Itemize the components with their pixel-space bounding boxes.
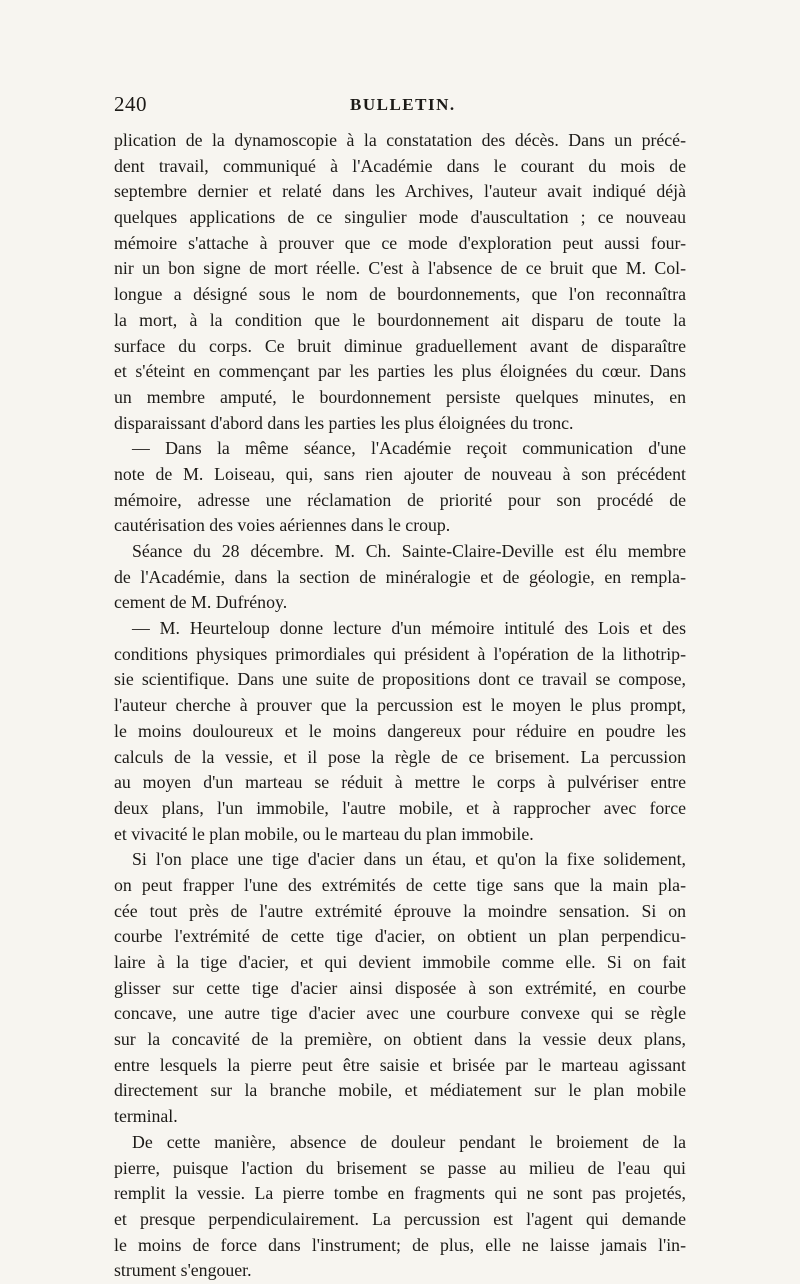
text-line: nir un bon signe de mort réelle. C'est à l'absence de ce bruit que M. Col- — [114, 258, 686, 279]
page-header — [114, 92, 686, 122]
text-line: directement sur la branche mobile, et médiatement sur le plan mobile — [114, 1080, 686, 1101]
text-line: — M. Heurteloup donne lecture d'un mémoire intitulé des Lois et des — [132, 618, 686, 639]
text-line: — Dans la même séance, l'Académie reçoit communication d'une — [132, 438, 686, 459]
text-line: au moyen d'un marteau se réduit à mettre le corps à pulvériser entre — [114, 772, 686, 793]
text-line: longue a désigné sous le nom de bourdonnements, que l'on reconnaîtra — [114, 284, 686, 305]
text-line: entre lesquels la pierre peut être saisie et brisée par le marteau agissant — [114, 1054, 686, 1075]
text-line: calculs de la vessie, et il pose la règle de ce brisement. La percussion — [114, 746, 686, 767]
text-line: et vivacité le plan mobile, ou le marteau du plan immobile. — [114, 823, 534, 844]
text-line: mémoire s'attache à prouver que ce mode d'exploration peut aussi four- — [114, 232, 686, 253]
text-line: De cette manière, absence de douleur pendant le broiement de la — [132, 1131, 686, 1152]
text-line: cée tout près de l'autre extrémité éprouve la moindre sensation. Si on — [114, 900, 686, 921]
text-line: de l'Académie, dans la section de minéralogie et de géologie, en rempla- — [114, 566, 686, 587]
text-line: cautérisation des voies aériennes dans le croup. — [114, 515, 451, 536]
text-line: septembre dernier et relaté dans les Archives, l'auteur avait indiqué déjà — [114, 181, 686, 202]
text-line: le moins douloureux et le moins dangereux pour réduire en poudre les — [114, 720, 686, 741]
text-line: surface du corps. Ce bruit diminue graduellement avant de disparaître — [114, 335, 686, 356]
text-line: note de M. Loiseau, qui, sans rien ajouter de nouveau à son précédent — [114, 463, 686, 484]
text-line: sur la concavité de la première, on obtient dans la vessie deux plans, — [114, 1029, 686, 1050]
page-number: 240 — [114, 92, 147, 116]
text-line: un membre amputé, le bourdonnement persiste quelques minutes, en — [114, 386, 686, 407]
text-line: concave, une autre tige d'acier avec une courbure convexe qui se règle — [114, 1003, 686, 1024]
text-line: et presque perpendiculairement. La percussion est l'agent qui demande — [114, 1208, 686, 1229]
text-line: glisser sur cette tige d'acier ainsi disposée à son extrémité, en courbe — [114, 977, 686, 998]
text-line: le moins de force dans l'instrument; de plus, elle ne laisse jamais l'in- — [114, 1234, 686, 1255]
text-line: conditions physiques primordiales qui président à l'opération de la lithotrip- — [114, 643, 686, 664]
text-line: pierre, puisque l'action du brisement se passe au milieu de l'eau qui — [114, 1157, 686, 1178]
body-text — [114, 128, 686, 1284]
text-line: sie scientifique. Dans une suite de propositions dont ce travail se compose, — [114, 669, 686, 690]
text-line: remplit la vessie. La pierre tombe en fragments qui ne sont pas projetés, — [114, 1183, 686, 1204]
text-line: terminal. — [114, 1106, 178, 1127]
text-line: dent travail, communiqué à l'Académie dans le courant du mois de — [114, 155, 686, 176]
text-line: quelques applications de ce singulier mode d'auscultation ; ce nouveau — [114, 207, 686, 228]
text-line: on peut frapper l'une des extrémités de cette tige sans que la main pla- — [114, 874, 686, 895]
text-line: strument s'engouer. — [114, 1260, 252, 1281]
text-line: Séance du 28 décembre. M. Ch. Sainte-Claire-Deville est élu membre — [132, 541, 686, 561]
text-line: l'auteur cherche à prouver que la percussion est le moyen le plus prompt, — [114, 695, 686, 716]
running-head: BULLETIN. — [350, 95, 456, 114]
text-line: la mort, à la condition que le bourdonnement ait disparu de toute la — [114, 309, 686, 330]
text-line: plication de la dynamoscopie à la constatation des décès. Dans un précé- — [114, 130, 686, 150]
text-line: courbe l'extrémité de cette tige d'acier, on obtient un plan perpendicu- — [114, 926, 686, 947]
text-line: laire à la tige d'acier, et qui devient immobile comme elle. Si on fait — [114, 952, 686, 972]
text-line: disparaissant d'abord dans les parties les plus éloignées du tronc. — [114, 412, 574, 433]
text-line: deux plans, l'un immobile, l'autre mobile, et à rapprocher avec force — [114, 797, 686, 818]
text-line: cement de M. Dufrénoy. — [114, 592, 288, 613]
text-line: mémoire, adresse une réclamation de priorité pour son procédé de — [114, 489, 686, 510]
text-line: Si l'on place une tige d'acier dans un étau, et qu'on la fixe solidement, — [132, 849, 686, 870]
text-line: et s'éteint en commençant par les parties les plus éloignées du cœur. Dans — [114, 361, 686, 382]
